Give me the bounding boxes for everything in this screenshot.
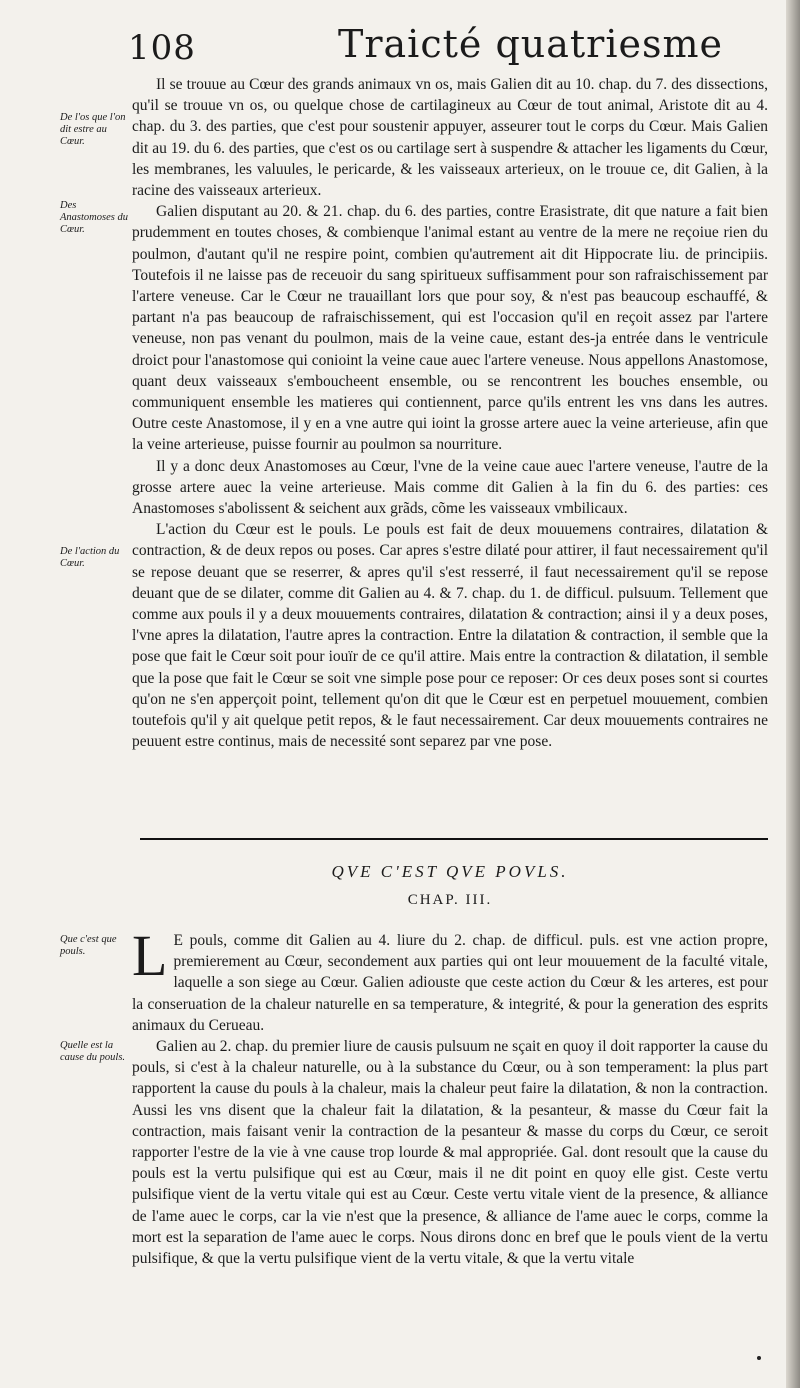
main-text-section-two <box>132 923 768 1269</box>
running-title: Traicté quatriesme <box>338 22 723 66</box>
main-text-section-one <box>132 74 768 753</box>
paragraph-que-cest-que-pouls <box>132 923 768 1036</box>
margin-note-anastomoses: Des Anastomoses du Cœur. <box>60 200 128 235</box>
chapter-number: CHAP. III. <box>407 892 493 908</box>
page-number: 108 <box>128 28 196 68</box>
margin-note-action: De l'action du Cœur. <box>60 546 120 569</box>
margin-note-pouls: Que c'est que pouls. <box>60 934 117 957</box>
margin-note-cause: Quelle est la cause du pouls. <box>60 1040 126 1063</box>
page-edge-shadow <box>786 0 800 1388</box>
paragraph-os-du-coeur: Il se trouue au Cœur des grands animaux vn os, mais Galien dit au 10. chap. du 7. des dissections, qu'il se trouue vn os, ou quelque chose de cartilagineux au Cœur de tout animal, Aristote dit au 4. chap. du 3. des parties, que c'est pour soustenir appuyer, asseurer tout le corps du Cœur. Mais Galien dit au 19. du 6. des parties, que c'est os ou cartilage sert à suspendre & attacher les ligaments du Cœur, les membranes, les valuules, le pericarde, & les vaisseaux arterieux, on le trouue ce, dit Galien, à la racine des vaisseaux arterieux. <box>132 76 768 200</box>
paragraph-action-du-coeur: L'action du Cœur est le pouls. Le pouls est fait de deux mouuemens contraires, dilatation & contraction, & de deux repos ou poses. Car apres s'estre dilaté pour attirer, il faut necessairement qu'il se repose deuant que se reserrer, & apres qu'il s'est resserré, il faut necessairement qu'il se repose deuant que de se dilater, comme dit Galien au 4. & 7. chap. du 1. de difficul. pulsuum. Tellement que comme aux pouls il y a deux mouuements contraires, dilatation & contraction; ainsi il y a deux poses, l'vne apres la dilatation, l'autre apres la contraction. Entre la dilatation & contraction, il semble que la pose que fait le Cœur soit pour iouïr de ce qu'il attire. Mais entre la contraction & dilatation, il semble que la pose que fait le Cœur se soit vne simple pose pour ce reposer: Or ces deux poses sont si courtes qu'on ne s'en apperçoit point, tellement qu'on dit que le Cœur est en perpetuel mouuement, combien toutefois qu'il y ait quelque petit repos, & le faut necessairement. Car deux mouuements contraires ne peuuent estre continus, mais de necessité sont separez par vne pose. <box>132 521 768 751</box>
paragraph-deux-anastomoses: Il y a donc deux Anastomoses au Cœur, l'vne de la veine caue auec l'artere veneuse, l'autre de la grosse artere auec la veine arterieuse. Mais comme dit Galien à la fin du 6. des parties: ces Anastomoses s'abolissent & seichent aux grãds, cõme les vaisseaux vmbilicaux. <box>132 457 768 518</box>
drop-cap: L <box>132 923 168 988</box>
paragraph-anastomoses: Galien disputant au 20. & 21. chap. du 6. des parties, contre Erasistrate, dit que nature a fait bien prudemment en toutes choses, & combienque l'animal estant au ventre de la mere ne reçoiue rien du poulmon, d'autant qu'il ne respire point, combien qu'autrement ait dit Hippocrate liu. de principiis. Toutefois il ne laisse pas de receuoir du sang spiritueux suffisamment pour son rafraischissement par l'artere veneuse. Car le Cœur ne trauaillant lors que pour soy, & n'est pas beaucoup eschauffé, & partant n'a pas beaucoup de rafraischissement, qui est l'occasion qu'il en reçoit assez par l'artere veneuse, non pas venant du poulmon, mais de la veine caue, estant des-ja entrée dans le ventricule droict pour l'anastomose qui conioint la veine caue auec l'artere veneuse. Nous appellons Anastomose, quant deux vaisseaux s'emboucheent ensemble, ou se rencontrent les bouches ensemble, ou communiquent ensemble les matieres qui contiennent, parce qu'ils entrent les vns dans les autres. Outre ceste Anastomose, il y en a vne autre qui ioint la grosse artere auec la veine arterieuse, afin que la veine arterieuse, puisse fournir au poulmon sa nourriture. <box>132 203 768 454</box>
section-divider <box>140 838 768 840</box>
margin-note-os: De l'os que l'on dit estre au Cœur. <box>60 112 126 147</box>
page-mark <box>757 1356 761 1360</box>
page-header <box>0 20 800 72</box>
paragraph-text: E pouls, comme dit Galien au 4. liure du 2. chap. de difficul. puls. est vne action propre, premierement au Cœur, secondement aux parties qui ont leur mouuement de la faculté vitale, laquelle a son siege au Cœur. Galien adiouste que ceste action du Cœur & les arteres, est pour la conseruation de la chaleur naturelle en sa temperature, & integrité, & pour la generation des esprits animaux du Cerueau. <box>132 932 768 1034</box>
paragraph-cause-du-pouls: Galien au 2. chap. du premier liure de causis pulsuum ne sçait en quoy il doit rapporter la cause du pouls, si c'est à la chaleur naturelle, ou à la substance du Cœur, ou à son temperament: la plus part rapportent la cause du pouls à la chaleur, mais la chaleur peut faire la dilatation, & non la contraction. Aussi les vns disent que la chaleur fait la dilatation, & la pesanteur, & masse du Cœur fait la contraction, mais faisant venir la contraction de la pesanteur & masse du corps du Cœur, ce seroit rapporter l'estre de la vie à vne cause trop lourde & mal appropriée. Gal. dont resoult que la cause du pouls est la vertu pulsifique qui est au Cœur, mais il ne dit point en quoy elle gist. Ceste vertu pulsifique vient de la vertu vitale qui est au Cœur. Ceste vertu vitale vient de la presence, & alliance de l'ame auec le corps, car la vie n'est que la presence, & alliance de l'ame auec le corps, comme la mort est la separation de l'ame auec le corps. Nous dirons donc en bref que le pouls vient de la vertu pulsifique, & que la vertu pulsifique vient de la vertu vitale, & que la vertu vitale <box>132 1038 768 1268</box>
chapter-title: QVE C'EST QVE POVLS. <box>331 862 569 881</box>
